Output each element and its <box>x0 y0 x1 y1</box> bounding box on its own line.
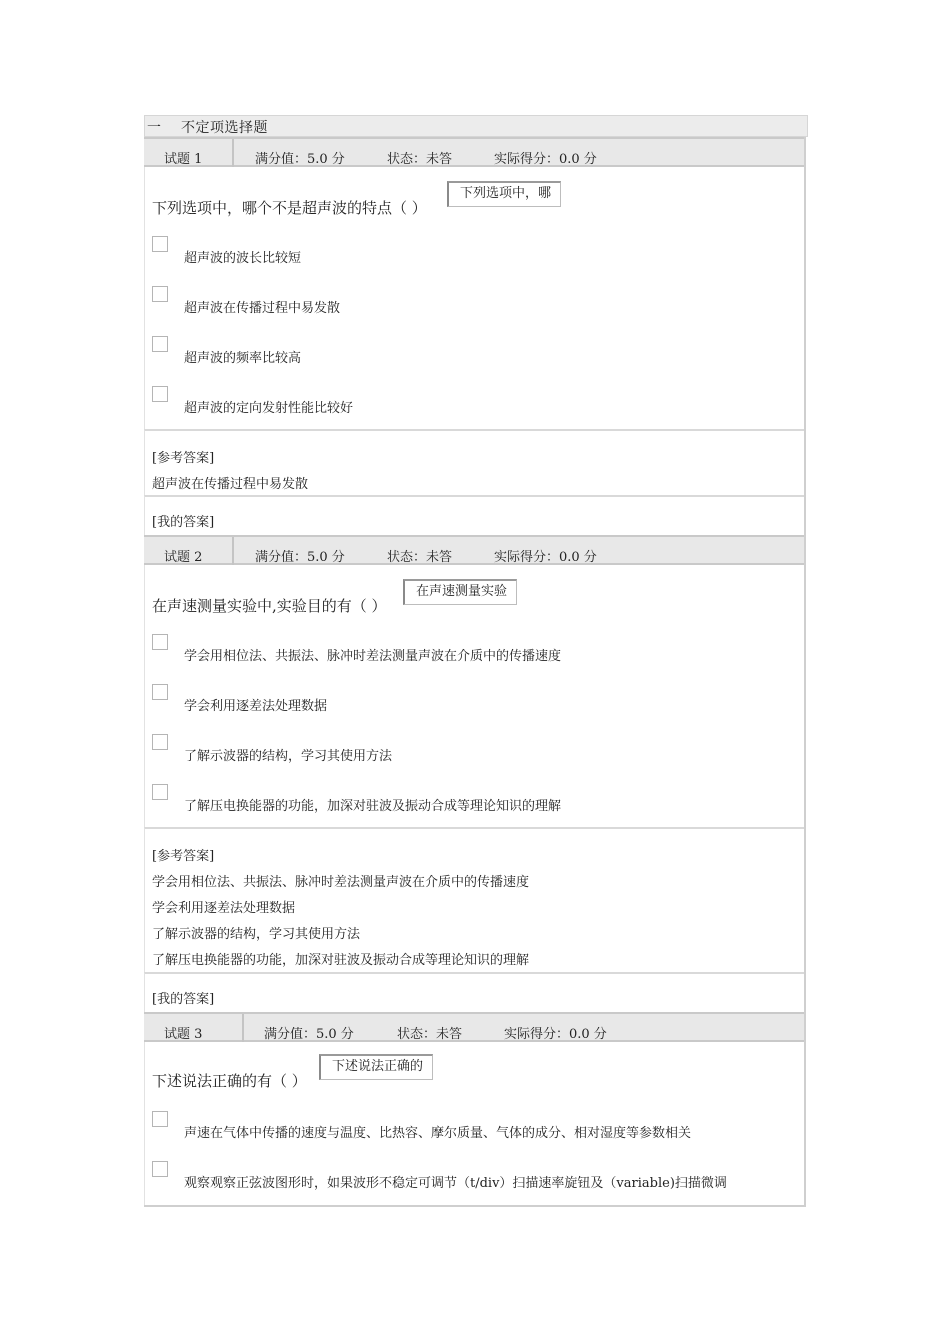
question-1 <box>144 137 806 535</box>
option-checkbox-b[interactable] <box>152 286 168 302</box>
section-title: 一 不定项选择题 <box>144 115 808 137</box>
header-divider <box>232 139 234 167</box>
reference-answer-label: [参考答案] <box>152 849 215 864</box>
question-3 <box>144 1012 806 1207</box>
exam-document <box>144 115 808 1207</box>
reference-answer-line: 了解示波器的结构，学习其使用方法 <box>152 927 361 942</box>
reference-answer-line: 超声波在传播过程中易发散 <box>152 477 309 492</box>
option-checkbox-a[interactable] <box>152 1111 168 1127</box>
question-body <box>144 565 804 827</box>
option-checkbox-b[interactable] <box>152 684 168 700</box>
question-number: 试题 1 <box>164 152 203 167</box>
question-body <box>144 1042 804 1205</box>
question-stem: 下列选项中，哪个不是超声波的特点（ ） <box>152 199 427 217</box>
actual-score: 实际得分：0.0 分 <box>494 550 597 565</box>
option-checkbox-d[interactable] <box>152 386 168 402</box>
stem-preview-box: 在声速测量实验 <box>403 579 517 605</box>
option-text-d: 了解压电换能器的功能，加深对驻波及振动合成等理论知识的理解 <box>184 799 562 814</box>
actual-score: 实际得分：0.0 分 <box>504 1027 607 1042</box>
answer-status: 状态：未答 <box>387 550 453 565</box>
option-checkbox-b[interactable] <box>152 1161 168 1177</box>
option-text-c: 超声波的频率比较高 <box>184 351 302 366</box>
reference-answer <box>144 429 804 495</box>
reference-answer-line: 学会用相位法、共振法、脉冲时差法测量声波在介质中的传播速度 <box>152 875 530 890</box>
option-text-d: 超声波的定向发射性能比较好 <box>184 401 354 416</box>
question-2 <box>144 535 806 1012</box>
option-text-b: 超声波在传播过程中易发散 <box>184 301 341 316</box>
option-text-a: 学会用相位法、共振法、脉冲时差法测量声波在介质中的传播速度 <box>184 649 562 664</box>
reference-answer-label: [参考答案] <box>152 451 215 466</box>
question-number: 试题 3 <box>164 1027 203 1042</box>
option-checkbox-c[interactable] <box>152 336 168 352</box>
question-body <box>144 167 804 429</box>
question-header <box>144 1012 804 1042</box>
actual-score: 实际得分：0.0 分 <box>494 152 597 167</box>
header-divider <box>242 1014 244 1042</box>
my-answer <box>144 495 804 535</box>
option-checkbox-a[interactable] <box>152 236 168 252</box>
option-text-c: 了解示波器的结构，学习其使用方法 <box>184 749 393 764</box>
question-header <box>144 535 804 565</box>
option-text-b: 观察观察正弦波图形时，如果波形不稳定可调节（t/div）扫描速率旋钮及（variable)扫描微调 <box>184 1176 727 1191</box>
answer-status: 状态：未答 <box>387 152 453 167</box>
option-text-a: 超声波的波长比较短 <box>184 251 302 266</box>
header-divider <box>232 537 234 565</box>
my-answer <box>144 972 804 1012</box>
question-stem: 在声速测量实验中,实验目的有（ ） <box>152 597 387 615</box>
full-score: 满分值：5.0 分 <box>264 1027 354 1042</box>
option-text-b: 学会利用逐差法处理数据 <box>184 699 328 714</box>
my-answer-label: [我的答案] <box>152 515 215 530</box>
option-checkbox-d[interactable] <box>152 784 168 800</box>
my-answer-label: [我的答案] <box>152 992 215 1007</box>
reference-answer-line: 学会利用逐差法处理数据 <box>152 901 296 916</box>
option-checkbox-c[interactable] <box>152 734 168 750</box>
reference-answer-line: 了解压电换能器的功能，加深对驻波及振动合成等理论知识的理解 <box>152 953 530 968</box>
question-header <box>144 137 804 167</box>
question-number: 试题 2 <box>164 550 203 565</box>
answer-status: 状态：未答 <box>397 1027 463 1042</box>
stem-preview-box: 下列选项中，哪 <box>447 181 561 207</box>
option-text-a: 声速在气体中传播的速度与温度、比热容、摩尔质量、气体的成分、相对湿度等参数相关 <box>184 1126 692 1141</box>
question-stem: 下述说法正确的有（ ） <box>152 1072 307 1090</box>
full-score: 满分值：5.0 分 <box>255 550 345 565</box>
option-checkbox-a[interactable] <box>152 634 168 650</box>
reference-answer <box>144 827 804 972</box>
full-score: 满分值：5.0 分 <box>255 152 345 167</box>
stem-preview-box: 下述说法正确的 <box>319 1054 433 1080</box>
